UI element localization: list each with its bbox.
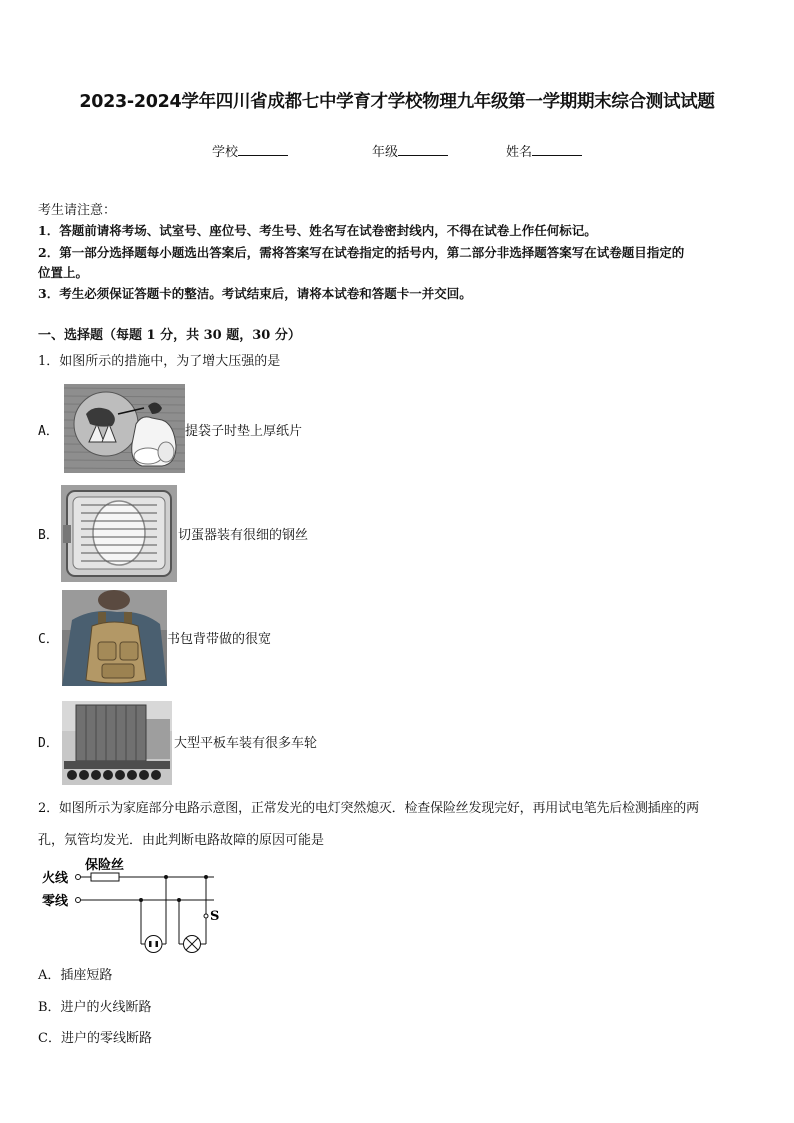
q1-option-c-text: 书包背带做的很宽 <box>167 632 272 647</box>
q1-option-c-image <box>62 590 167 686</box>
fuse-label: 保险丝 <box>85 858 125 873</box>
notice-item-1: 1．答题前请将考场、试室号、座位号、考生号、姓名写在试卷密封线内，不得在试卷上作任何标记。 <box>38 223 597 238</box>
school-blank[interactable] <box>238 143 288 156</box>
notice-item-3: 3．考生必须保证答题卡的整洁。考试结束后，请将本试卷和答题卡一并交回。 <box>38 286 472 301</box>
q1-option-c-label: C． <box>38 632 59 647</box>
q2-option-b: B．进户的火线断路 <box>38 1000 152 1015</box>
live-wire-label: 火线 <box>42 871 69 886</box>
q1-option-b-label: B． <box>38 528 59 543</box>
notice-item-2: 2．第一部分选择题每小题选出答案后，需将答案写在试卷指定的括号内，第二部分非选择题答案写在试卷题目指定的 <box>38 245 685 260</box>
fuse-symbol <box>91 873 119 881</box>
circuit-diagram <box>38 856 228 958</box>
q2-stem-line1: 2．如图所示为家庭部分电路示意图，正常发光的电灯突然熄灭．检查保险丝发现完好，再用试电笔先后检测插座的两 <box>38 801 699 816</box>
q1-option-a-label: A． <box>38 424 59 439</box>
school-label: 学校 <box>212 145 239 160</box>
school-field <box>212 141 288 160</box>
q1-option-d-image <box>62 701 172 785</box>
q2-option-c: C．进户的零线断路 <box>38 1031 152 1046</box>
q1-option-a-image <box>64 384 185 473</box>
q2-stem-line2: 孔，氖管均发光．由此判断电路故障的原因可能是 <box>38 833 325 848</box>
notice-heading: 考生请注意： <box>38 203 117 218</box>
grade-label: 年级 <box>372 145 399 160</box>
q1-option-b-image <box>61 485 177 582</box>
q1-option-b-text: 切蛋器装有很细的钢丝 <box>178 528 309 543</box>
switch-label: S <box>210 909 220 924</box>
grade-field <box>372 141 448 160</box>
grade-blank[interactable] <box>398 143 448 156</box>
name-field <box>506 141 582 160</box>
section-heading: 一、选择题（每题 1 分，共 30 题，30 分） <box>38 328 301 343</box>
q1-stem: 1．如图所示的措施中，为了增大压强的是 <box>38 354 281 369</box>
exam-title: 2023-2024学年四川省成都七中学育才学校物理九年级第一学期期末综合测试试题 <box>79 92 715 112</box>
neutral-wire-label: 零线 <box>42 894 69 909</box>
q2-option-a: A．插座短路 <box>38 968 113 983</box>
q1-option-d-label: D． <box>38 736 59 751</box>
notice-item-2-cont: 位置上。 <box>38 265 89 280</box>
q1-option-a-text: 提袋子时垫上厚纸片 <box>185 424 303 439</box>
name-label: 姓名 <box>506 145 533 160</box>
socket-symbol <box>145 936 162 953</box>
q1-option-d-text: 大型平板车装有很多车轮 <box>174 736 318 751</box>
name-blank[interactable] <box>532 143 582 156</box>
